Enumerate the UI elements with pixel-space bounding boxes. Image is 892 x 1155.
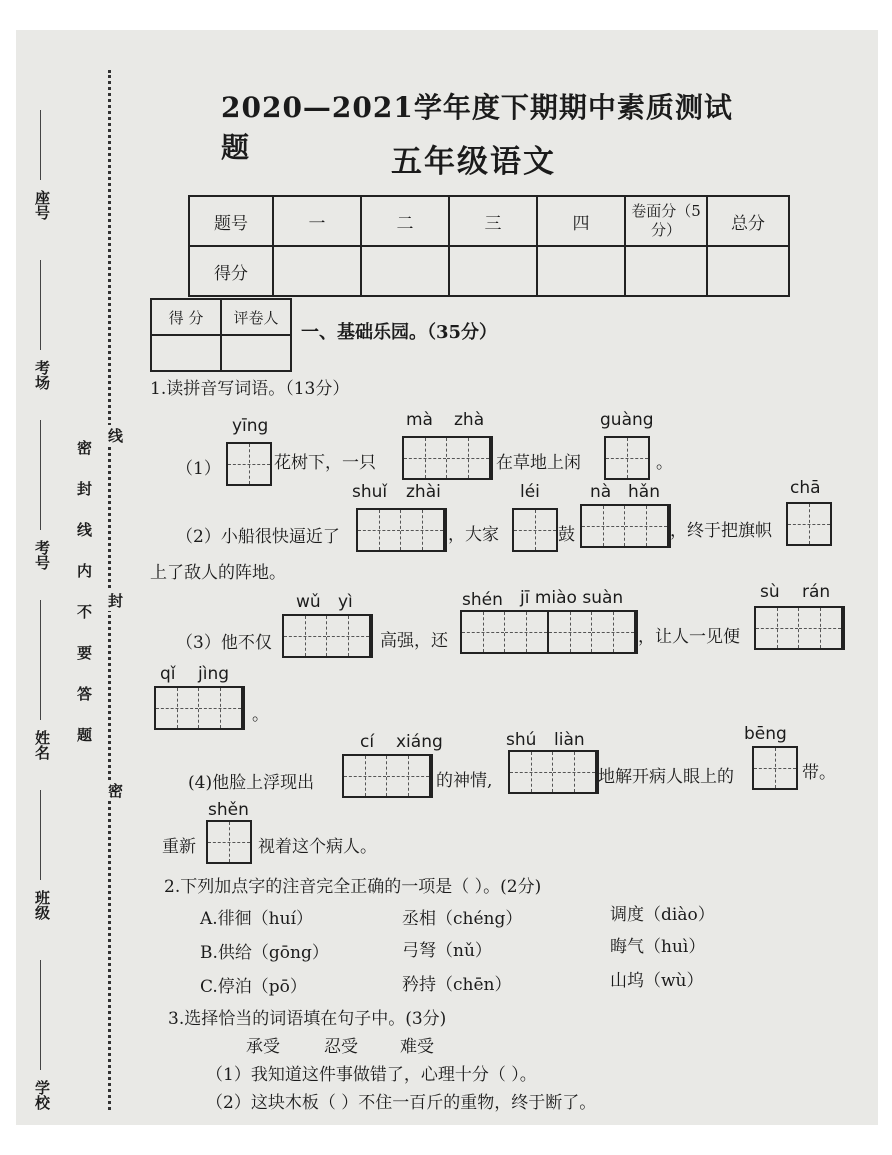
reviewer-score-entry[interactable] bbox=[151, 335, 221, 371]
pinyin: mà bbox=[406, 410, 433, 430]
answer-box[interactable] bbox=[754, 606, 845, 650]
pinyin: guàng bbox=[600, 410, 654, 430]
table-cell: 三 bbox=[449, 196, 537, 246]
exam-paper bbox=[16, 30, 878, 1125]
sentence-text: ，大家 bbox=[448, 525, 499, 545]
pinyin: rán bbox=[802, 582, 831, 602]
score-table bbox=[188, 195, 790, 297]
answer-box[interactable] bbox=[154, 686, 245, 730]
sentence-text: 花树下，一只 bbox=[274, 453, 376, 473]
question-1-title: 1.读拼音写词语。（13分） bbox=[150, 379, 350, 399]
table-cell: 二 bbox=[361, 196, 449, 246]
pinyin: xiáng bbox=[396, 732, 443, 752]
option-a[interactable]: A.徘徊（huí） bbox=[200, 909, 314, 929]
answer-box[interactable] bbox=[206, 820, 252, 864]
name-label: 姓名 bbox=[33, 730, 51, 760]
answer-box[interactable] bbox=[580, 504, 671, 548]
reviewer-score-label: 得 分 bbox=[151, 299, 221, 335]
exam-number-line bbox=[40, 420, 41, 530]
pinyin: wǔ bbox=[296, 592, 321, 612]
pinyin: bēng bbox=[744, 724, 787, 744]
seal-feng: 封 bbox=[108, 592, 124, 610]
table-cell: 一 bbox=[273, 196, 361, 246]
option-text: 山坞（wù） bbox=[610, 971, 704, 991]
score-entry-cell[interactable] bbox=[707, 246, 789, 296]
seal-notice: 密封线内不要答题 bbox=[75, 440, 93, 768]
score-entry-cell[interactable] bbox=[273, 246, 361, 296]
pinyin: hǎn bbox=[628, 482, 660, 502]
answer-box[interactable] bbox=[460, 610, 638, 654]
binding-margin bbox=[16, 30, 124, 1125]
pinyin: shuǐ bbox=[352, 482, 388, 502]
answer-box[interactable] bbox=[786, 502, 832, 546]
reviewer-table bbox=[150, 298, 292, 372]
pinyin: nà bbox=[590, 482, 612, 502]
question-2-title: 2.下列加点字的注音完全正确的一项是（ ）。(2分) bbox=[164, 877, 542, 897]
reviewer-name-label: 评卷人 bbox=[221, 299, 291, 335]
seal-xian: 线 bbox=[108, 427, 124, 445]
sentence-text: 上了敌人的阵地。 bbox=[150, 563, 286, 583]
exam-subtitle: 五年级语文 bbox=[391, 144, 556, 180]
seat-label: 座号 bbox=[33, 190, 51, 220]
pinyin: chā bbox=[790, 478, 821, 498]
word-choice: 承受 bbox=[246, 1037, 280, 1057]
score-table-score-row bbox=[189, 246, 789, 296]
fill-in-sentence[interactable]: （1）我知道这件事做错了，心理十分（ ）。 bbox=[206, 1065, 537, 1085]
score-entry-cell[interactable] bbox=[625, 246, 707, 296]
sentence-text: 。 bbox=[656, 453, 673, 473]
class-label: 班级 bbox=[33, 890, 51, 920]
exam-number-label: 考号 bbox=[33, 540, 51, 570]
option-c[interactable]: C.停泊（pō） bbox=[200, 977, 307, 997]
pinyin: yīng bbox=[232, 416, 269, 436]
table-cell: 总分 bbox=[707, 196, 789, 246]
room-label: 考场 bbox=[33, 360, 51, 390]
seat-line bbox=[40, 110, 41, 180]
fill-in-sentence[interactable]: （2）这块木板（ ）不住一百斤的重物，终于断了。 bbox=[206, 1093, 597, 1113]
seal-mi: 密 bbox=[108, 782, 124, 800]
table-cell: 卷面分（5分） bbox=[625, 196, 707, 246]
option-text: 晦气（huì） bbox=[610, 937, 706, 957]
sentence-text: （3）他不仅 bbox=[176, 633, 272, 653]
pinyin: jìng bbox=[198, 664, 230, 684]
class-line bbox=[40, 790, 41, 880]
school-label: 学校 bbox=[33, 1080, 51, 1110]
question-3-title: 3.选择恰当的词语填在句子中。(3分) bbox=[168, 1009, 447, 1029]
pinyin: zhà bbox=[454, 410, 485, 430]
answer-box[interactable] bbox=[356, 508, 447, 552]
sentence-text: （2）小船很快逼近了 bbox=[176, 527, 340, 547]
pinyin: zhài bbox=[406, 482, 441, 502]
answer-box[interactable] bbox=[226, 442, 272, 486]
option-text: 调度（diào） bbox=[610, 905, 715, 925]
score-entry-cell[interactable] bbox=[537, 246, 625, 296]
table-cell: 题号 bbox=[189, 196, 273, 246]
sentence-text: 。 bbox=[252, 705, 269, 725]
sentence-text: 视着这个病人。 bbox=[258, 837, 377, 857]
option-b[interactable]: B.供给（gōng） bbox=[200, 943, 329, 963]
pinyin: yì bbox=[338, 592, 353, 612]
answer-box[interactable] bbox=[604, 436, 650, 480]
table-cell: 得分 bbox=[189, 246, 273, 296]
pinyin: léi bbox=[520, 482, 540, 502]
option-text: 矜持（chēn） bbox=[402, 975, 512, 995]
pinyin: jī miào suàn bbox=[520, 588, 624, 608]
sentence-text: 高强，还 bbox=[380, 631, 448, 651]
pinyin: shěn bbox=[208, 800, 249, 820]
option-text: 丞相（chéng） bbox=[402, 909, 523, 929]
sentence-text: (4)他脸上浮现出 bbox=[188, 773, 315, 793]
pinyin: liàn bbox=[554, 730, 585, 750]
answer-box[interactable] bbox=[512, 508, 558, 552]
answer-box[interactable] bbox=[282, 614, 373, 658]
sentence-number: （1） bbox=[176, 459, 221, 479]
sentence-text: ，让人一见便 bbox=[638, 627, 740, 647]
pinyin: qǐ bbox=[160, 664, 176, 684]
table-cell: 四 bbox=[537, 196, 625, 246]
answer-box[interactable] bbox=[508, 750, 599, 794]
option-text: 弓弩（nǔ） bbox=[402, 941, 492, 961]
word-choice: 忍受 bbox=[324, 1037, 358, 1057]
sentence-text: 在草地上闲 bbox=[496, 453, 581, 473]
sentence-text: 的神情, bbox=[436, 771, 493, 791]
score-table-header-row bbox=[189, 196, 789, 246]
sentence-text: 地解开病人眼上的 bbox=[598, 767, 734, 787]
room-line bbox=[40, 260, 41, 350]
exam-title: 2020—2021学年度下期期中素质测试题 bbox=[221, 91, 733, 164]
answer-box[interactable] bbox=[752, 746, 798, 790]
pinyin: sù bbox=[760, 582, 780, 602]
school-line bbox=[40, 960, 41, 1070]
word-choice: 难受 bbox=[400, 1037, 434, 1057]
sentence-text: 带。 bbox=[802, 763, 836, 783]
reviewer-name-entry[interactable] bbox=[221, 335, 291, 371]
score-entry-cell[interactable] bbox=[449, 246, 537, 296]
score-entry-cell[interactable] bbox=[361, 246, 449, 296]
sentence-text: ，终于把旗帜 bbox=[670, 521, 772, 541]
pinyin: shú bbox=[506, 730, 537, 750]
name-line bbox=[40, 600, 41, 720]
sentence-text: 鼓 bbox=[558, 525, 575, 545]
pinyin: cí bbox=[360, 732, 375, 752]
pinyin: shén bbox=[462, 590, 503, 610]
section-title: 一、基础乐园。（35分） bbox=[301, 322, 498, 343]
answer-box[interactable] bbox=[402, 436, 493, 480]
answer-box[interactable] bbox=[342, 754, 433, 798]
sentence-text: 重新 bbox=[162, 837, 196, 857]
